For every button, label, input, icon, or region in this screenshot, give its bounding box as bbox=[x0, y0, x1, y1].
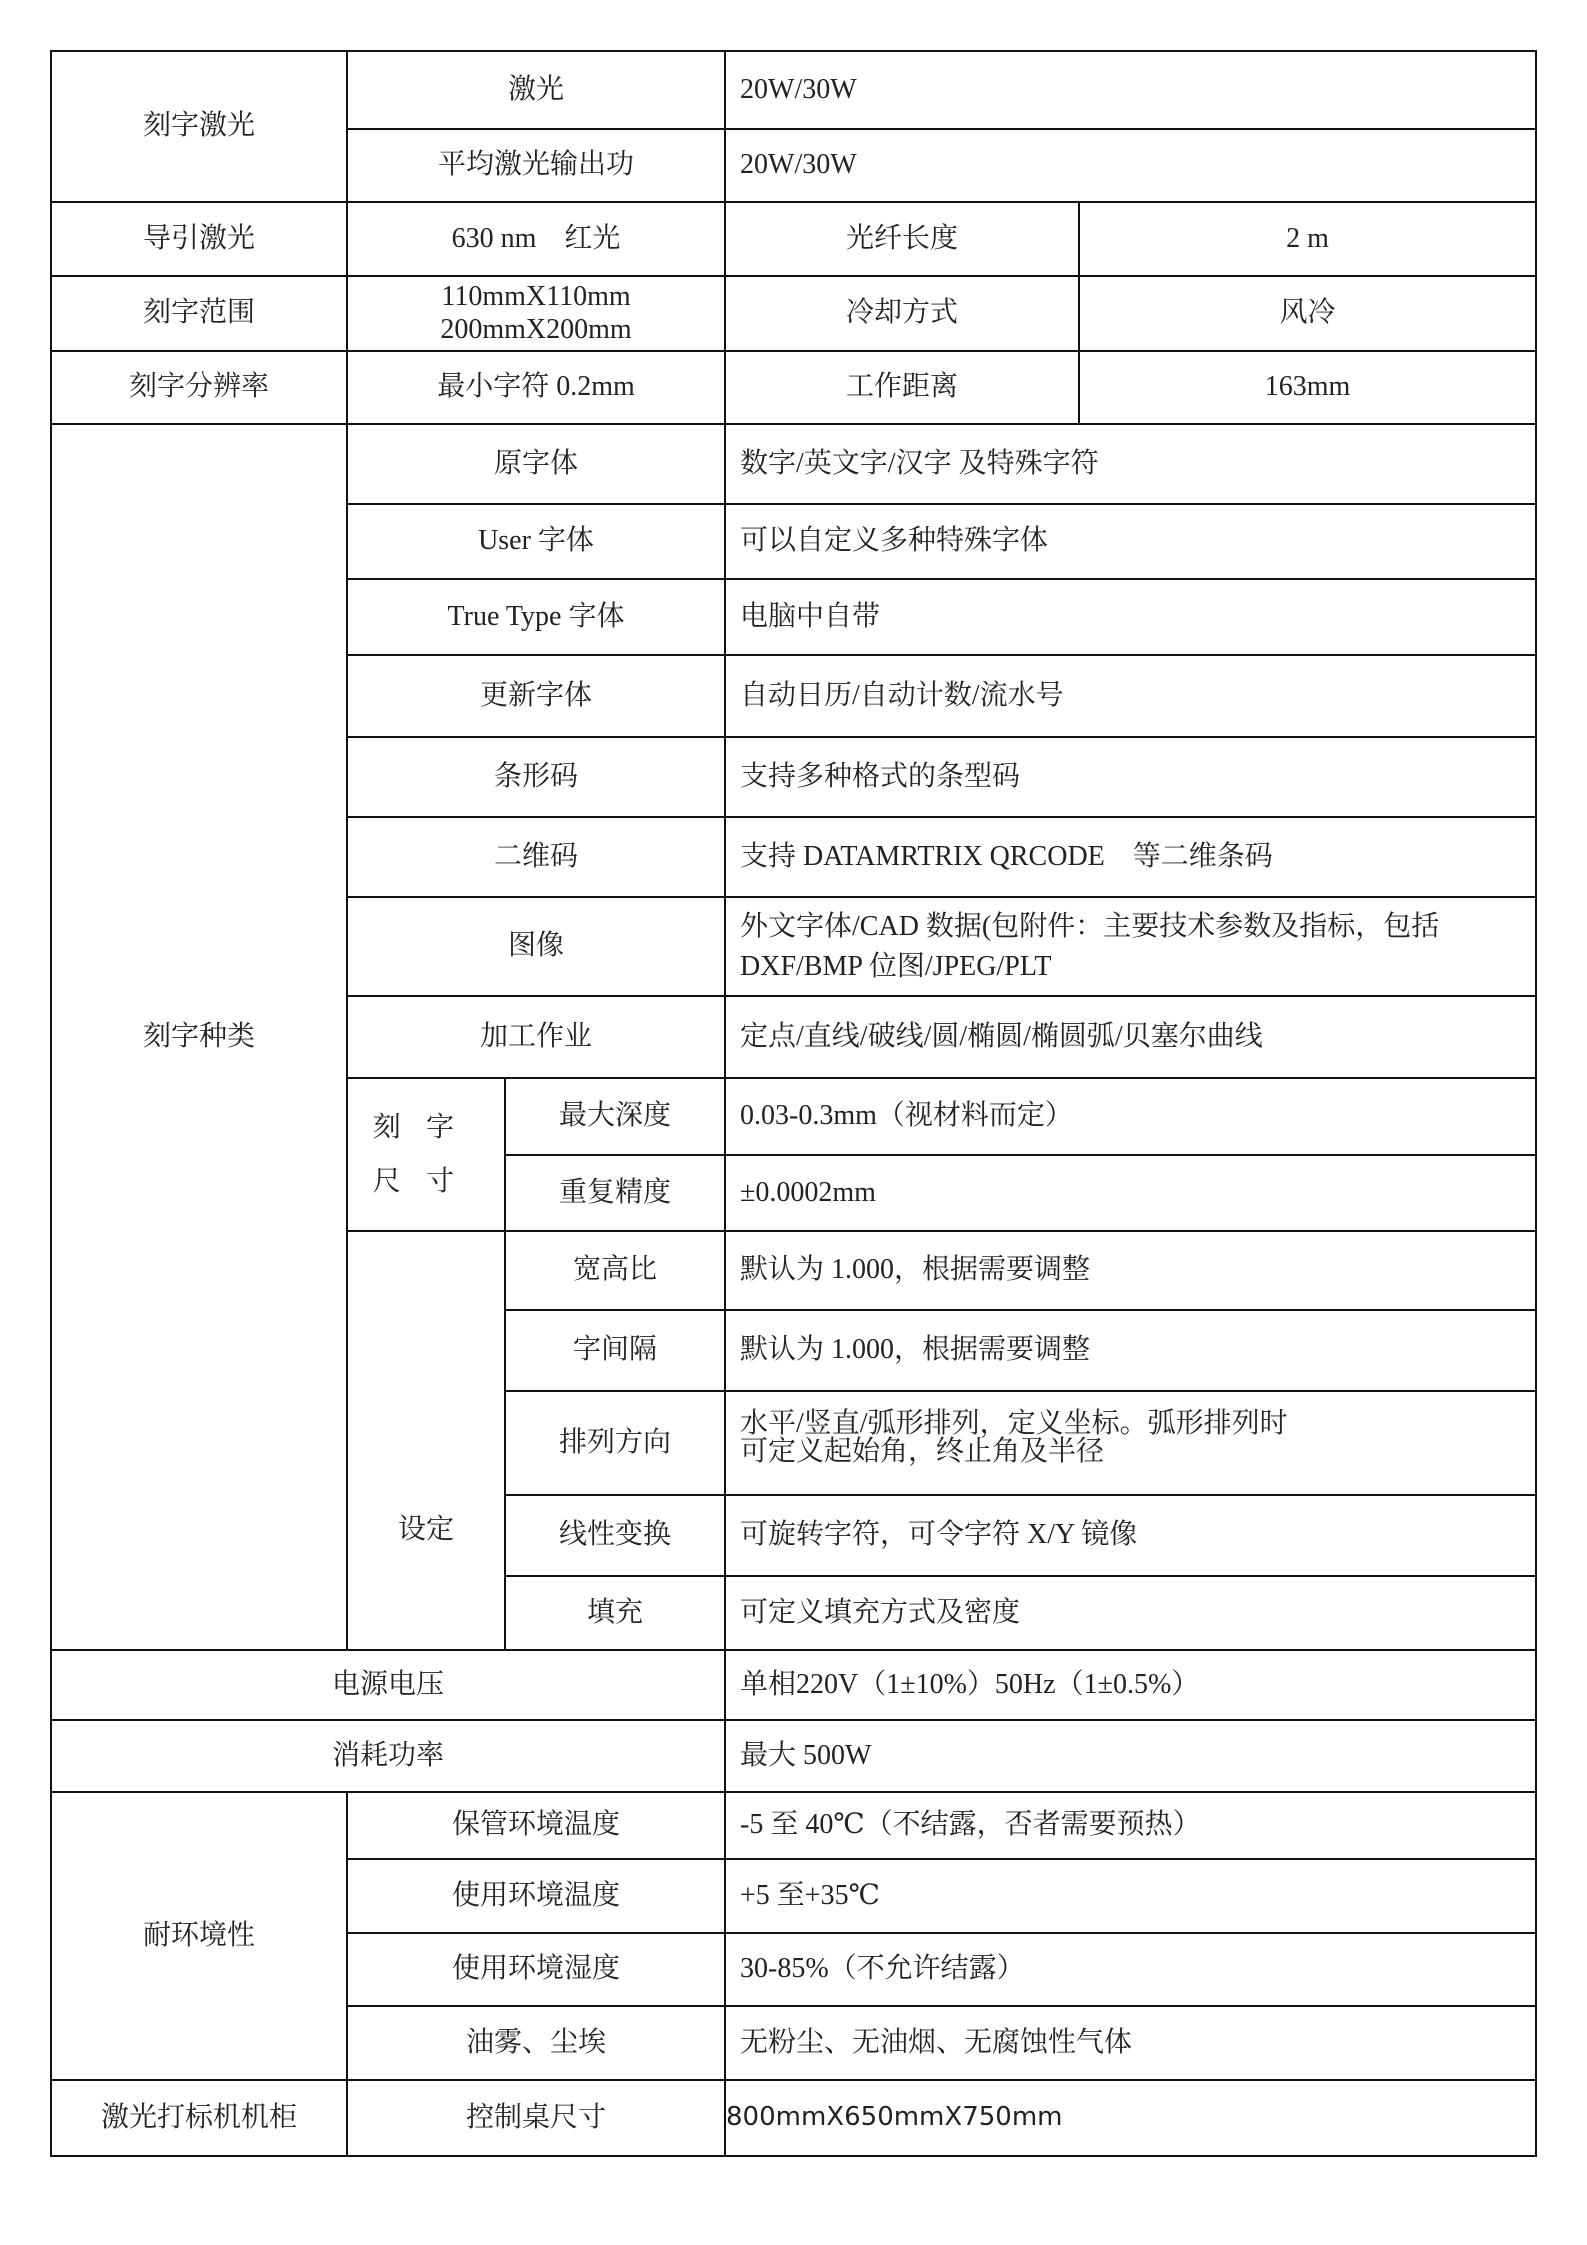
desk-size-label: 控制桌尺寸 bbox=[347, 2080, 725, 2156]
range-value-2: 200mmX200mm bbox=[440, 313, 632, 345]
type-value: 自动日历/自动计数/流水号 bbox=[725, 655, 1536, 737]
range-value bbox=[347, 276, 725, 351]
resolution-value: 最小字符 0.2mm bbox=[347, 351, 725, 424]
env-value: 无粉尘、无油烟、无腐蚀性气体 bbox=[725, 2006, 1536, 2080]
power-consumption-value: 最大 500W bbox=[725, 1720, 1536, 1792]
setting-value: 默认为 1.000，根据需要调整 bbox=[725, 1231, 1536, 1310]
setting-value: 可定义填充方式及密度 bbox=[725, 1576, 1536, 1650]
range-value-1: 110mmX110mm bbox=[441, 281, 631, 313]
setting-label: 字间隔 bbox=[505, 1310, 725, 1391]
type-label: 加工作业 bbox=[347, 996, 725, 1078]
env-value: -5 至 40℃（不结露，否者需要预热） bbox=[725, 1792, 1536, 1859]
type-label: 更新字体 bbox=[347, 655, 725, 737]
avg-power-label: 平均激光输出功 bbox=[347, 129, 725, 202]
desk-size-value: 800mmX650mmX750mm bbox=[725, 2080, 1536, 2156]
avg-power-value: 20W/30W bbox=[725, 129, 1536, 202]
size-group-line-1: 刻字 bbox=[372, 1112, 480, 1144]
setting-value: 可旋转字符，可令字符 X/Y 镜像 bbox=[725, 1495, 1536, 1576]
size-value: ±0.0002mm bbox=[725, 1155, 1536, 1231]
size-label: 重复精度 bbox=[505, 1155, 725, 1231]
environment-label: 耐环境性 bbox=[51, 1792, 347, 2080]
spec-table bbox=[50, 50, 1537, 2157]
env-label: 保管环境温度 bbox=[347, 1792, 725, 1859]
env-value: +5 至+35℃ bbox=[725, 1859, 1536, 1933]
distance-value: 163mm bbox=[1079, 351, 1536, 424]
type-label: User 字体 bbox=[347, 504, 725, 579]
setting-value: 默认为 1.000，根据需要调整 bbox=[725, 1310, 1536, 1391]
type-label: 二维码 bbox=[347, 817, 725, 897]
power-consumption-label: 消耗功率 bbox=[51, 1720, 725, 1792]
power-voltage-label: 电源电压 bbox=[51, 1650, 725, 1720]
power-voltage-value: 单相220V（1±10%）50Hz（1±0.5%） bbox=[725, 1650, 1536, 1720]
type-label: True Type 字体 bbox=[347, 579, 725, 655]
laser-label: 激光 bbox=[347, 51, 725, 129]
setting-value-line-2: 可定义起始角，终止角及半径 bbox=[740, 1436, 1105, 1467]
types-label: 刻字种类 bbox=[51, 424, 347, 1650]
setting-label: 线性变换 bbox=[505, 1495, 725, 1576]
type-value: 外文字体/CAD 数据(包附件：主要技术参数及指标，包括 DXF/BMP 位图/JPEG/PLT bbox=[725, 897, 1536, 996]
type-label: 图像 bbox=[347, 897, 725, 996]
size-group-line-2: 尺寸 bbox=[372, 1165, 480, 1197]
distance-label: 工作距离 bbox=[725, 351, 1079, 424]
resolution-label: 刻字分辨率 bbox=[51, 351, 347, 424]
type-value: 可以自定义多种特殊字体 bbox=[725, 504, 1536, 579]
setting-value bbox=[725, 1391, 1536, 1495]
type-label: 原字体 bbox=[347, 424, 725, 504]
setting-value-line-1: 水平/竖直/弧形排列，定义坐标。弧形排列时 bbox=[740, 1408, 1288, 1439]
type-value: 数字/英文字/汉字 及特殊字符 bbox=[725, 424, 1536, 504]
guide-laser-label: 导引激光 bbox=[51, 202, 347, 276]
guide-laser-value: 630 nm 红光 bbox=[347, 202, 725, 276]
cooling-label: 冷却方式 bbox=[725, 276, 1079, 351]
setting-label: 填充 bbox=[505, 1576, 725, 1650]
type-value: 支持 DATAMRTRIX QRCODE 等二维条码 bbox=[725, 817, 1536, 897]
size-label: 最大深度 bbox=[505, 1078, 725, 1155]
fiber-length-value: 2 m bbox=[1079, 202, 1536, 276]
size-value: 0.03-0.3mm（视材料而定） bbox=[725, 1078, 1536, 1155]
env-label: 使用环境温度 bbox=[347, 1859, 725, 1933]
setting-label: 排列方向 bbox=[505, 1391, 725, 1495]
env-value: 30-85%（不允许结露） bbox=[725, 1933, 1536, 2006]
size-group-label bbox=[347, 1078, 505, 1231]
env-label: 油雾、尘埃 bbox=[347, 2006, 725, 2080]
type-value: 电脑中自带 bbox=[725, 579, 1536, 655]
cooling-value: 风冷 bbox=[1079, 276, 1536, 351]
type-label: 条形码 bbox=[347, 737, 725, 817]
range-label: 刻字范围 bbox=[51, 276, 347, 351]
laser-value: 20W/30W bbox=[725, 51, 1536, 129]
env-label: 使用环境湿度 bbox=[347, 1933, 725, 2006]
cabinet-label: 激光打标机机柜 bbox=[51, 2080, 347, 2156]
settings-group-label: 设定 bbox=[347, 1231, 505, 1650]
fiber-length-label: 光纤长度 bbox=[725, 202, 1079, 276]
setting-label: 宽高比 bbox=[505, 1231, 725, 1310]
type-value: 定点/直线/破线/圆/椭圆/椭圆弧/贝塞尔曲线 bbox=[725, 996, 1536, 1078]
type-value: 支持多种格式的条型码 bbox=[725, 737, 1536, 817]
engrave-laser-label: 刻字激光 bbox=[51, 51, 347, 202]
